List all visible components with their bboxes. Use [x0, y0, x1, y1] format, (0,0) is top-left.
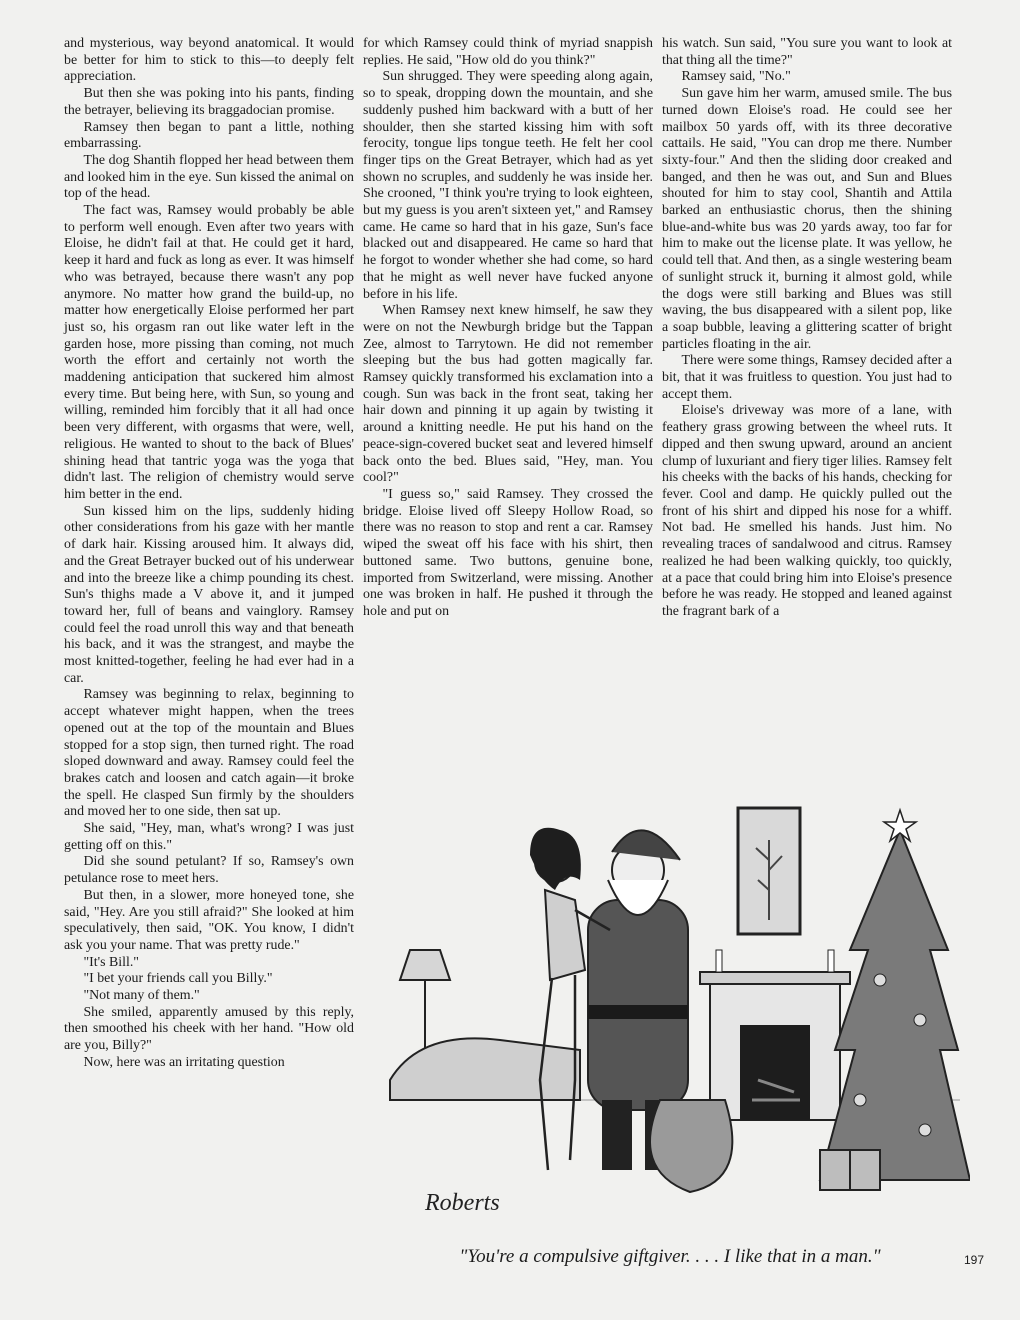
cartoon-illustration — [380, 800, 970, 1220]
paragraph: "I guess so," said Ramsey. They crossed the bridge. Eloise lived off Sleepy Hollow Road, so there was no reason to stop and rent a car. Ramsey wiped the sweat off his face with his shirt, then buttoned same. Two buttons, genuine bone, imported from Switzerland, were missing. Another one was broken in half. He pushed it through the hole and put on — [363, 486, 653, 619]
text-column-2 — [363, 36, 653, 772]
text-column-3 — [662, 36, 952, 772]
paragraph: "Not many of them." — [83, 988, 200, 1004]
paragraph: She smiled, apparently amused by this reply, then smoothed his cheek with her hand. "How old are you, Billy?" — [64, 1004, 354, 1054]
cartoonist-signature: Roberts — [425, 1190, 500, 1216]
paragraph: Ramsey was beginning to relax, beginning to accept whatever might happen, when the trees opened out at the top of the mountain and Blues stopped for a stop sign, then turned right. The road sloped downward and away. Ramsey could feel the brakes catch and loosen and catch again—it broke the spell. He clasped Sun firmly by the shoulders and moved her to one side, then sat up. — [64, 687, 354, 820]
paragraph: But then she was poking into his pants, finding the betrayer, believing its braggadocian promise. — [64, 86, 354, 118]
paragraph: She said, "Hey, man, what's wrong? I was just getting off on this." — [64, 821, 354, 853]
paragraph: Sun gave him her warm, amused smile. The bus turned down Eloise's road. He could see her mailbox 50 yards off, with its three decorative cattails. He said, "You can drop me there. Number sixty-four." And then the sliding door creaked and banged, and then he was out, and Sun and Blues shouted for him to stay cool, Shantih and Attila barked an enthusiastic chorus, then the shining blue-and-white bus was 20 yards away, too far for him to make out the license plate. It was yellow, he could tell that. And then, as a single westering beam of sunlight struck it, burning it almost gold, while the dogs were still barking and Blues was still waving, the bus disappeared with a silent pop, like a soap bubble, leaving a glittering scatter of bright particles floating in the air. — [662, 86, 952, 352]
christmas-tree — [820, 830, 970, 1180]
paragraph: and mysterious, way beyond anatomical. It would be better for him to stick to this—to deeply felt appreciation. — [64, 36, 354, 85]
paragraph: "I bet your friends call you Billy." — [83, 971, 273, 987]
cartoon-caption: "You're a compulsive giftgiver. . . . I like that in a man." — [459, 1246, 881, 1267]
paragraph: But then, in a slower, more honeyed tone, she said, "Hey. Are you still afraid?" She looked at him speculatively, then said, "OK. You know, I didn't ask you your name. That was pretty rude." — [64, 887, 354, 953]
text-column-1 — [64, 36, 354, 1284]
paragraph: Now, here was an irritating question — [83, 1054, 285, 1070]
toy-sack — [650, 1100, 732, 1192]
paragraph: Ramsey said, "No." — [681, 69, 791, 85]
paragraph: There were some things, Ramsey decided after a bit, that it was fruitless to question. You just had to accept them. — [662, 353, 952, 402]
paragraph: Eloise's driveway was more of a lane, with feathery grass growing between the wheel ruts. It dipped and then swung upward, around an ancient clump of luxuriant and fiery tiger lilies. Ramsey felt his cheeks with the backs of his hands, checking for fever. Cool and damp. He quickly pulled out the front of his shirt and dipped his nose for a whiff. Not bad. He smelled his hands. Just him. No revealing traces of sandalwood and citrus. Ramsey realized he had been walking quickly, too quickly, at a pace that could bring him into Eloise's presence before he was ready. He stopped and leaned against the fragrant bark of a — [662, 403, 952, 619]
paragraph: his watch. Sun said, "You sure you want to look at that thing all the time?" — [662, 36, 952, 68]
paragraph: Ramsey then began to pant a little, nothing embarrassing. — [64, 119, 354, 152]
paragraph: "It's Bill." — [83, 954, 139, 970]
paragraph: Sun kissed him on the lips, suddenly hiding other considerations from his gaze with her mantle of dark hair. Kissing aroused him. It always did, and the Great Betrayer bucked out of his underwear and into the breeze like a chimp pounding its chest. Sun's thighs made a V above it, and it jumped toward her, full of beans and vainglory. Ramsey could feel the road unroll this way and that beneath his back, and it was the strangest, and maybe the most knitted-together, feeling he had ever had in a car. — [64, 503, 354, 686]
paragraph: When Ramsey next knew himself, he saw they were on not the Newburgh bridge but the Tappan Zee, almost to Tarrytown. He did not remember sleeping but the bus had gotten magically far. Ramsey quickly transformed his exclamation into a cough. Sun was back in the front seat, taking her hair down and pinning it up again by twisting it around a knitting needle. He put his hand on the peace-sign-covered bucket seat and levered himself back onto the bed. Blues said, "Hey, man. You cool?" — [363, 303, 653, 486]
paragraph: for which Ramsey could think of myriad snappish replies. He said, "How old do you think?" — [363, 36, 653, 68]
paragraph: The fact was, Ramsey would probably be able to perform well enough. Even after two years with Eloise, he didn't fail at that. He could get it hard, keep it hard and fuck as long as ever. It was himself who was betrayed, because there wasn't any pop anymore. No matter how grand the build-up, no matter how energetically Eloise performed her part just so, his orgasm ran out like water left in the garden hose, more pissing than coming, not much worth the effort and certainly not worth the maddening anticipation that suckered him almost every time. But being here, with Sun, so young and willing, reminded him forcibly that it all had once been very different, with orgasms that were, well, religious. He wanted to shout to the back of Blues' shining head that tantric yoga was the yoga that didn't last. The religion of chemistry would serve him better in the end. — [64, 203, 354, 502]
page-number: 197 — [964, 1253, 985, 1267]
paragraph: Did she sound petulant? If so, Ramsey's own petulance rose to meet hers. — [64, 854, 354, 887]
paragraph: Sun shrugged. They were speeding along again, so to speak, dropping down the mountain, and she suddenly pushed him backward with a butt of her shoulder, then she started kissing him with soft ferocity, tongue lips tongue teeth. He felt her cool finger tips on the Great Betrayer, which had as yet shown no scruples, and suddenly he was inside her. She crooned, "I think you're trying to look eighteen, but my guess is you aren't sixteen yet," and Ramsey came. He came so hard that in his gaze, Sun's face blacked out and disappeared. He came so hard that he forgot to wonder whether she had come, so hard that he might as well never have fucked anyone before in his life. — [363, 69, 653, 302]
paragraph: The dog Shantih flopped her head between them and looked him in the eye. Sun kissed the animal on top of the head. — [64, 152, 354, 202]
